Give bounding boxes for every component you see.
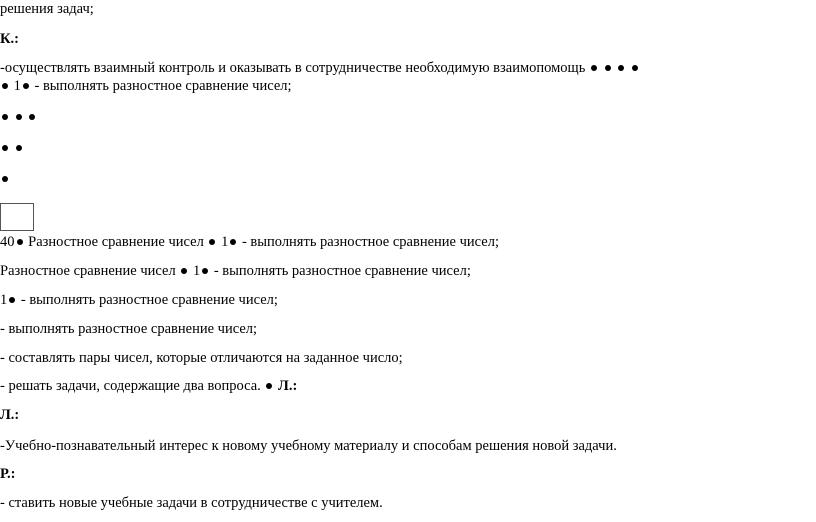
bullet-dot-icon (2, 83, 8, 89)
empty-box (0, 203, 34, 231)
text-line-8: 40 Разностное сравнение чисел 1 - выполнять разностное сравнение чисел; (0, 234, 499, 250)
text-line-15: -Учебно-познавательный интерес к новому учебному материалу и способам решения новой задачи. (0, 438, 617, 454)
bullet-dot-icon (209, 239, 215, 245)
text-line-11: - выполнять разностное сравнение чисел; (0, 321, 258, 337)
text-line-1: решения задач; (0, 1, 94, 17)
dot-row-3 (0, 108, 37, 126)
bullet-dot-icon (632, 65, 638, 71)
bullet-dot-icon (181, 268, 187, 274)
text-line-17: - ставить новые учебные задачи в сотрудничестве с учителем. (0, 495, 383, 511)
bullet-dot-icon (591, 65, 597, 71)
bullet-dot-icon (2, 176, 8, 182)
bullet-dot-icon (618, 65, 624, 71)
dot-row-1 (0, 170, 10, 188)
bullet-dot-icon (2, 145, 8, 151)
bullet-dot-icon (605, 65, 611, 71)
bullet-dot-icon (29, 114, 35, 120)
bullet-dot-icon (16, 114, 22, 120)
bullet-dot-icon (266, 383, 272, 389)
text-line-12: - составлять пары чисел, которые отличаются на заданное число; (0, 350, 403, 366)
heading-k: К.: (0, 31, 19, 47)
bullet-dot-icon (17, 239, 23, 245)
text-line-13: - решать задачи, содержащие два вопроса. Л.: (0, 378, 298, 394)
text-line-3: -осуществлять взаимный контроль и оказывать в сотрудничестве необходимую взаимопомощь (0, 59, 640, 77)
text-line-10: 1 - выполнять разностное сравнение чисел; (0, 292, 278, 308)
bullet-dot-icon (2, 114, 8, 120)
bullet-dot-icon (230, 239, 236, 245)
text-line-4: 1 - выполнять разностное сравнение чисел; (0, 77, 292, 95)
text-line-9: Разностное сравнение чисел 1 - выполнять разностное сравнение чисел; (0, 263, 471, 279)
bullet-dot-icon (16, 145, 22, 151)
bullet-dot-icon (9, 297, 15, 303)
dot-row-2 (0, 139, 24, 157)
heading-r: Р.: (0, 466, 16, 482)
bullet-dot-icon (202, 268, 208, 274)
heading-l: Л.: (0, 407, 20, 423)
bullet-dot-icon (23, 83, 29, 89)
